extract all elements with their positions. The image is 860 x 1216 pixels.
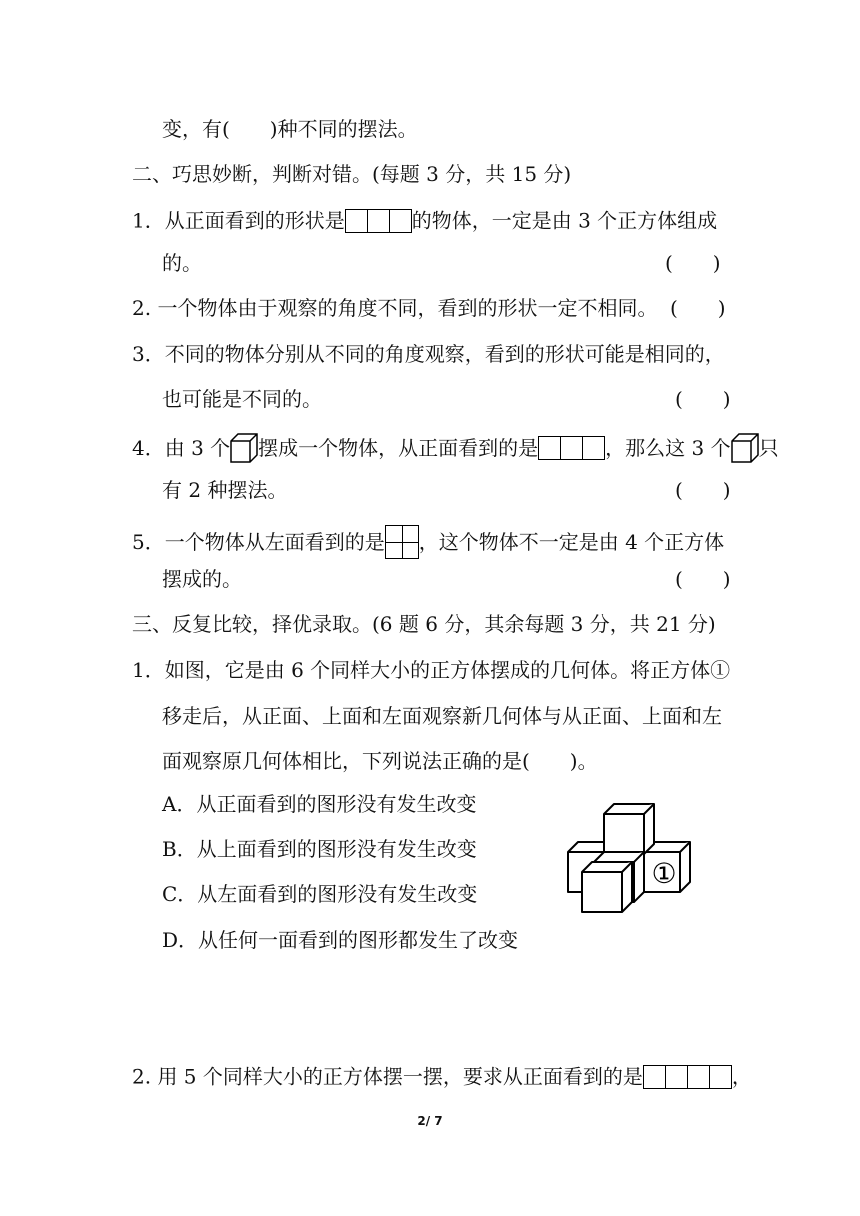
option-c[interactable]: C．从左面看到的图形没有发生改变: [162, 882, 478, 906]
cube-icon: [230, 433, 258, 463]
text: 摆成一个物体，从正面看到的是: [258, 436, 539, 460]
cube-label-1: ①: [651, 857, 677, 890]
tf-question-5: [132, 525, 724, 559]
three-squares-row-icon: [345, 209, 412, 233]
text: 5．一个物体从左面看到的是: [132, 530, 385, 554]
tf-question-2: 2. 一个物体由于观察的角度不同，看到的形状一定不相同。: [132, 296, 658, 320]
text-line: 面观察原几何体相比，下列说法正确的是( )。: [162, 749, 598, 773]
two-by-two-grid-icon: [385, 525, 419, 559]
text: 1．从正面看到的形状是: [132, 208, 345, 233]
text: 只: [758, 436, 779, 460]
page-number: 2/ 7: [417, 1114, 443, 1128]
cube-icon: [731, 433, 759, 463]
text: 4．由 3 个: [132, 436, 231, 460]
text: ，这个物体不一定是由 4 个正方体: [418, 530, 725, 554]
answer-parens[interactable]: ( ): [670, 296, 726, 320]
tf-question-4: [132, 433, 779, 463]
answer-parens[interactable]: ( ): [675, 478, 731, 502]
option-a[interactable]: A．从正面看到的图形没有发生改变: [162, 792, 477, 816]
mc-question-2: [132, 1062, 752, 1090]
cube-structure-figure: [560, 800, 700, 915]
text: 的物体，一定是由 3 个正方体组成: [411, 208, 718, 233]
text: ，: [731, 1064, 752, 1089]
section-2-header: 二、巧思妙断，判断对错。(每题 3 分，共 15 分): [132, 162, 572, 186]
text-line: 有 2 种摆法。: [162, 478, 288, 502]
section-3-header: 三、反复比较，择优录取。(6 题 6 分，其余每题 3 分，共 21 分): [132, 612, 716, 636]
text-line: 摆成的。: [162, 567, 242, 591]
text-line: 移走后，从正面、上面和左面观察新几何体与从正面、上面和左: [162, 704, 722, 728]
text-line: 变，有( )种不同的摆法。: [162, 117, 418, 141]
three-squares-row-icon: [538, 436, 605, 460]
tf-question-3: 3．不同的物体分别从不同的角度观察，看到的形状可能是相同的，: [132, 342, 725, 366]
text: ，那么这 3 个: [605, 436, 731, 460]
answer-parens[interactable]: ( ): [675, 567, 731, 591]
answer-parens[interactable]: ( ): [675, 387, 731, 411]
option-d[interactable]: D．从任何一面看到的图形都发生了改变: [162, 928, 519, 952]
four-squares-row-icon: [643, 1065, 732, 1089]
option-b[interactable]: B．从上面看到的图形没有发生改变: [162, 837, 477, 861]
mc-question-1: 1．如图，它是由 6 个同样大小的正方体摆成的几何体。将正方体①: [132, 658, 731, 682]
text-line: 的。: [162, 251, 202, 275]
text-line: 也可能是不同的。: [162, 387, 322, 411]
tf-question-1: [132, 206, 717, 234]
text: 2. 用 5 个同样大小的正方体摆一摆，要求从正面看到的是: [132, 1064, 643, 1089]
answer-parens[interactable]: ( ): [665, 251, 721, 275]
